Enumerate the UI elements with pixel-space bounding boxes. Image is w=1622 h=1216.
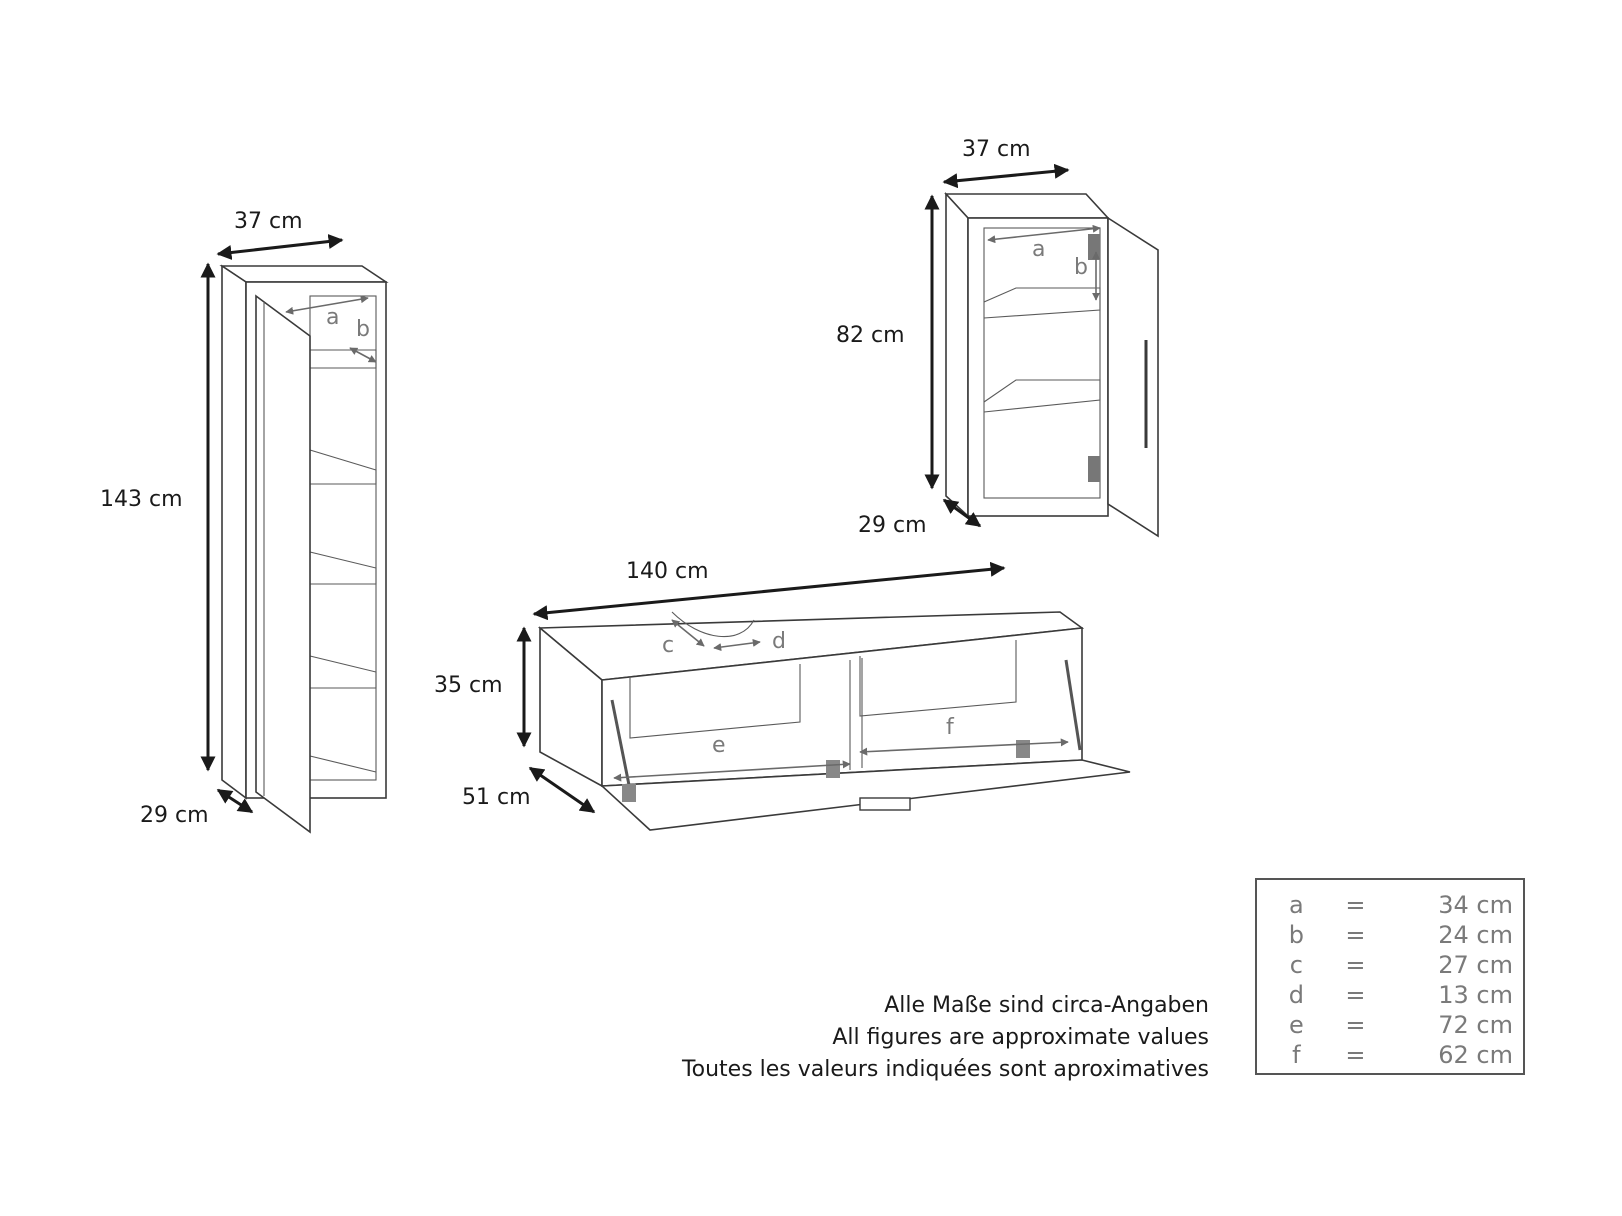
legend-key: c	[1289, 951, 1303, 979]
lowboard-label-f: f	[946, 715, 954, 740]
legend-value: 72 cm	[1438, 1011, 1513, 1039]
legend-equals: =	[1345, 981, 1366, 1009]
note-english: All figures are approximate values	[832, 1025, 1209, 1050]
legend-equals: =	[1345, 921, 1366, 949]
legend-row	[1257, 1010, 1523, 1040]
hinge-icon	[1016, 740, 1030, 758]
note-german: Alle Maße sind circa-Angaben	[884, 993, 1209, 1018]
flap-handle	[860, 798, 910, 810]
lowboard-height: 35 cm	[434, 673, 503, 698]
legend-row	[1257, 950, 1523, 980]
lowboard	[434, 559, 1130, 830]
wall-cabinet	[836, 137, 1158, 538]
legend-equals: =	[1345, 891, 1366, 919]
legend-value: 62 cm	[1438, 1041, 1513, 1069]
wall-cabinet-label-a: a	[1032, 237, 1046, 262]
wall-cabinet-width: 37 cm	[962, 137, 1031, 162]
legend-key: d	[1288, 981, 1304, 1009]
lowboard-width: 140 cm	[626, 559, 709, 584]
legend-row	[1257, 1040, 1523, 1070]
legend-row	[1257, 980, 1523, 1010]
tall-cabinet-width: 37 cm	[234, 209, 303, 234]
dimension-legend	[1255, 878, 1525, 1075]
wall-cabinet-top	[946, 194, 1108, 218]
legend-row	[1257, 920, 1523, 950]
legend-key: a	[1289, 891, 1304, 919]
tall-cabinet-depth: 29 cm	[140, 803, 209, 828]
legend-value: 13 cm	[1438, 981, 1513, 1009]
legend-equals: =	[1345, 951, 1366, 979]
legend-value: 24 cm	[1438, 921, 1513, 949]
tall-cabinet-label-a: a	[326, 305, 340, 330]
hinge-icon	[826, 760, 840, 778]
hinge-icon	[1088, 234, 1100, 260]
legend-key: e	[1289, 1011, 1304, 1039]
lowboard-label-c: c	[662, 633, 675, 658]
hinge-icon	[1088, 456, 1100, 482]
wall-cabinet-door	[1108, 218, 1158, 536]
legend-equals: =	[1345, 1041, 1366, 1069]
tall-cabinet-label-b: b	[356, 317, 370, 342]
lowboard-label-d: d	[772, 629, 786, 654]
tall-cabinet	[100, 209, 386, 832]
legend-key: f	[1292, 1041, 1301, 1069]
wall-cabinet-depth: 29 cm	[858, 513, 927, 538]
tall-cabinet-top	[222, 266, 386, 282]
lowboard-label-e: e	[712, 733, 726, 758]
legend-key: b	[1288, 921, 1304, 949]
legend-equals: =	[1345, 1011, 1366, 1039]
legend-row	[1257, 890, 1523, 920]
tall-cabinet-side	[222, 266, 246, 798]
wall-cabinet-height: 82 cm	[836, 323, 905, 348]
lowboard-depth: 51 cm	[462, 785, 531, 810]
hinge-icon	[622, 784, 636, 802]
tall-cabinet-height: 143 cm	[100, 487, 183, 512]
wall-cabinet-side	[946, 194, 968, 516]
note-french: Toutes les valeurs indiquées sont aproximatives	[681, 1057, 1209, 1082]
approximate-values-note	[449, 990, 1209, 1086]
legend-value: 34 cm	[1438, 891, 1513, 919]
legend-value: 27 cm	[1438, 951, 1513, 979]
wall-cabinet-label-b: b	[1074, 255, 1088, 280]
